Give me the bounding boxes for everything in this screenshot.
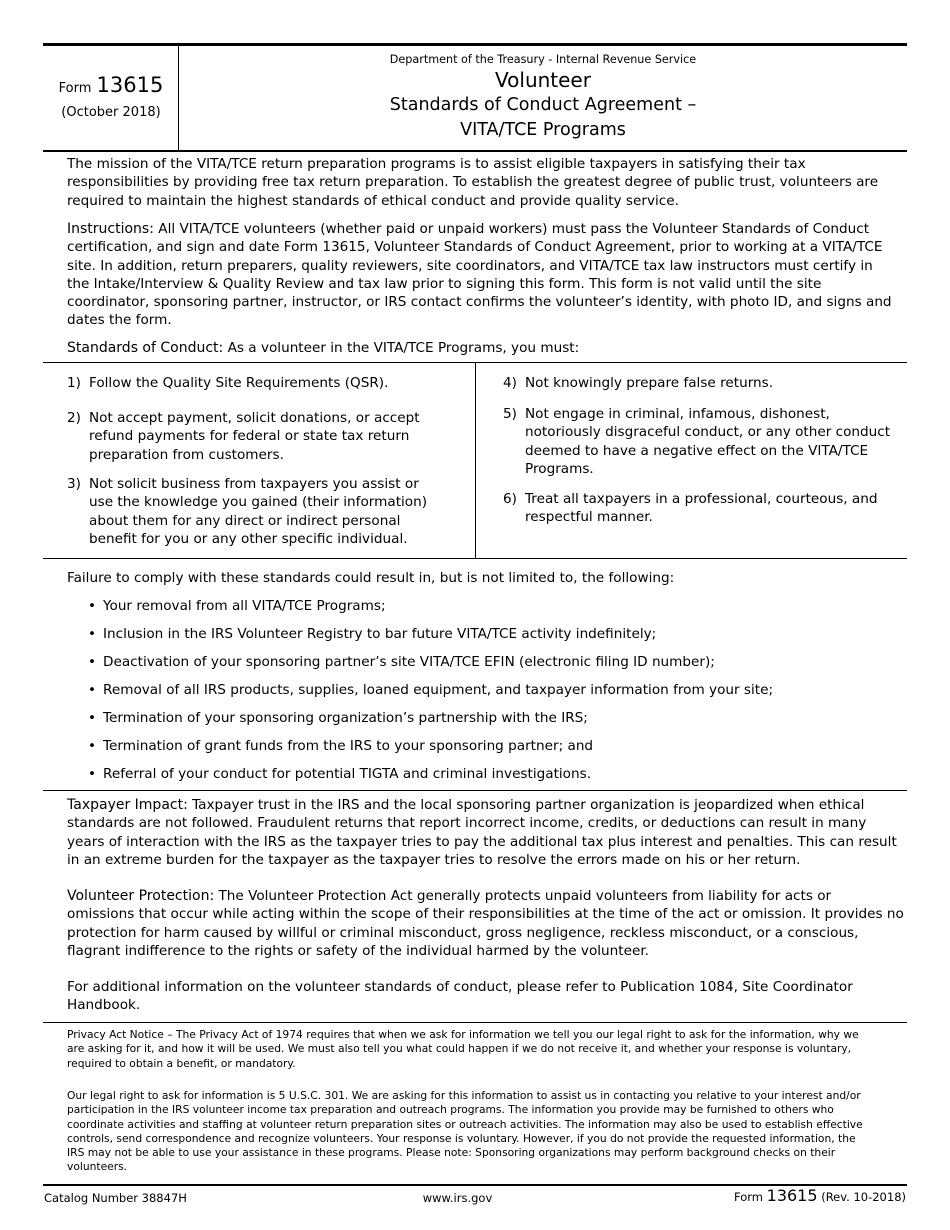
privacy-line: Privacy Act Notice – The Privacy Act of 1974 requires that when we ask for information we tell you our legal right to ask for the information, why we (67, 1028, 859, 1041)
privacy-notice-paragraph (67, 1028, 859, 1071)
volunteer-protection-paragraph (67, 887, 904, 960)
standard-text: preparation from customers. (89, 446, 284, 463)
standards-intro (67, 339, 579, 357)
taxpayer-impact-paragraph (67, 796, 897, 869)
instructions-label: Instructions: (67, 221, 154, 237)
standard-text: use the knowledge you gained (their information) (89, 494, 428, 511)
standard-text: Not engage in criminal, infamous, dishonest, (525, 406, 830, 422)
header-bottom-rule (43, 150, 907, 152)
footer-form-word: Form (734, 1190, 763, 1204)
bullet-icon: • (88, 710, 97, 726)
privacy-top-rule (43, 1022, 907, 1023)
mission-line: required to maintain the highest standards of ethical conduct and provide quality service. (67, 192, 679, 209)
failure-bottom-rule (43, 790, 907, 791)
bullet-icon: • (88, 598, 97, 614)
additional-info-paragraph (67, 978, 853, 1015)
standards-bottom-rule (43, 558, 907, 559)
form-title-line1: Volunteer (495, 68, 591, 92)
standard-number: 2) (67, 410, 81, 426)
volunteer-protection-line: flagrant indifference to the rights or safety of the individual harmed by the volunteer. (67, 942, 649, 959)
form-word: Form (58, 81, 92, 96)
bullet-icon: • (88, 738, 97, 754)
privacy-line: Our legal right to ask for information is 5 U.S.C. 301. We are asking for this information to assist us in contacting you relative to your interest and/or (67, 1089, 861, 1102)
privacy-line: required to obtain a benefit, or mandatory. (67, 1056, 296, 1070)
standards-intro-text: As a volunteer in the VITA/TCE Programs, you must: (223, 340, 580, 356)
standard-text: benefit for you or any other specific individual. (89, 530, 408, 547)
taxpayer-impact-line: Taxpayer trust in the IRS and the local sponsoring partner organization is jeopardized when ethical (187, 797, 865, 813)
instructions-line: coordinator, sponsoring partner, instructor, or IRS contact confirms the volunteer’s identity, with photo ID, and signs and (67, 294, 892, 311)
standard-text: Not knowingly prepare false returns. (525, 375, 774, 391)
standard-text: Programs. (525, 460, 594, 477)
irs-website: www.irs.gov (422, 1191, 493, 1205)
footer-form-number: 13615 (766, 1186, 818, 1205)
instructions-line: the Intake/Interview & Quality Review and tax law prior to signing this form. This form is not valid until the site (67, 275, 822, 292)
instructions-paragraph (67, 220, 892, 330)
additional-info-line: Handbook. (67, 997, 141, 1014)
volunteer-protection-line: omissions that occur while acting within the scope of their responsibilities at the time of the act or omission. It provides no (67, 906, 904, 923)
footer-revision: (Rev. 10-2018) (821, 1190, 906, 1204)
failure-bullet-text: Your removal from all VITA/TCE Programs; (103, 598, 386, 614)
standard-number: 6) (503, 491, 517, 507)
standards-label: Standards of Conduct: (67, 340, 224, 356)
header-title-block (179, 52, 907, 143)
form-title-line2: Standards of Conduct Agreement – (389, 95, 697, 115)
form-id-block (44, 72, 178, 122)
bullet-icon: • (88, 626, 97, 642)
instructions-line: All VITA/TCE volunteers (whether paid or unpaid workers) must pass the Volunteer Standards of Conduct (153, 221, 870, 237)
standards-column-divider (475, 363, 476, 558)
standard-text: about them for any direct or indirect personal (89, 512, 401, 529)
legal-right-paragraph (67, 1089, 863, 1175)
failure-bullet-text: Removal of all IRS products, supplies, loaned equipment, and taxpayer information from your site; (103, 682, 774, 698)
failure-bullet-text: Termination of your sponsoring organization’s partnership with the IRS; (103, 710, 588, 726)
privacy-line: IRS may not be able to use your assistance in these programs. Please note: Sponsoring organizations may perform background checks on their (67, 1146, 836, 1160)
agency-name: Department of the Treasury - Internal Revenue Service (389, 53, 697, 66)
standard-text: Treat all taxpayers in a professional, courteous, and (525, 491, 878, 507)
bullet-icon: • (88, 766, 97, 782)
taxpayer-impact-label: Taxpayer Impact: (67, 797, 188, 813)
taxpayer-impact-line: in an extreme burden for the taxpayer as the taxpayer tries to resolve the errors made on his or her return. (67, 851, 801, 868)
standard-number: 1) (67, 375, 81, 391)
bullet-icon: • (88, 682, 97, 698)
form-date: (October 2018) (61, 105, 161, 120)
standard-number: 4) (503, 375, 517, 391)
form-title-line3: VITA/TCE Programs (460, 120, 626, 140)
instructions-line: certification, and sign and date Form 13615, Volunteer Standards of Conduct Agreement, prior to working at a VITA/TCE (67, 239, 883, 256)
failure-bullet-text: Termination of grant funds from the IRS to your sponsoring partner; and (103, 738, 594, 754)
privacy-line: are asking for it, and how it will be used. We must also tell you what could happen if we do not receive it, and whether your response is voluntary, (67, 1042, 852, 1056)
standard-text: Follow the Quality Site Requirements (QSR). (89, 375, 389, 391)
standard-number: 3) (67, 476, 81, 492)
privacy-line: participation in the IRS volunteer income tax preparation and outreach programs. The information you provide may be furnished to others who (67, 1103, 834, 1117)
standard-text: refund payments for federal or state tax return (89, 428, 410, 445)
additional-info-line: For additional information on the volunteer standards of conduct, please refer to Publication 1084, Site Coordinator (67, 979, 853, 995)
mission-paragraph (67, 155, 878, 210)
mission-line: The mission of the VITA/TCE return preparation programs is to assist eligible taxpayers in satisfying their tax (67, 156, 806, 172)
standard-number: 5) (503, 406, 517, 422)
mission-line: responsibilities by providing free tax return preparation. To establish the greatest degree of public trust, volunteers are (67, 174, 879, 191)
standard-text: notoriously disgraceful conduct, or any other conduct (525, 424, 891, 441)
footer-form-id (734, 1185, 906, 1208)
privacy-line: controls, send correspondence and recognize volunteers. Your response is voluntary. However, if you do not provide the requested information, the (67, 1131, 856, 1145)
catalog-number: Catalog Number 38847H (44, 1191, 187, 1205)
failure-bullet-text: Referral of your conduct for potential TIGTA and criminal investigations. (103, 766, 592, 782)
privacy-line: volunteers. (67, 1160, 128, 1174)
bullet-icon: • (88, 654, 97, 670)
volunteer-protection-label: Volunteer Protection: (67, 888, 215, 904)
standard-text: Not accept payment, solicit donations, or accept (89, 410, 420, 426)
instructions-line: site. In addition, return preparers, quality reviewers, site coordinators, and VITA/TCE tax law instructors must certify in (67, 257, 873, 274)
standard-text: respectful manner. (525, 509, 653, 526)
standard-text: deemed to have a negative effect on the VITA/TCE (525, 442, 869, 459)
failure-intro: Failure to comply with these standards could result in, but is not limited to, the following: (67, 570, 675, 586)
volunteer-protection-line: protection for harm caused by willful or criminal misconduct, gross negligence, reckless misconduct, or a conscious, (67, 924, 859, 941)
form-number: 13615 (96, 73, 164, 97)
standard-text: Not solicit business from taxpayers you assist or (89, 476, 419, 492)
failure-bullet-text: Deactivation of your sponsoring partner’s site VITA/TCE EFIN (electronic filing ID number); (103, 654, 715, 670)
privacy-line: coordinate activities and staffing at volunteer return preparation sites or outreach activities. The information may also be used to establish effective (67, 1117, 863, 1131)
failure-bullet-text: Inclusion in the IRS Volunteer Registry to bar future VITA/TCE activity indefinitely; (103, 626, 657, 642)
taxpayer-impact-line: standards are not followed. Fraudulent returns that report incorrect income, credits, or deductions can result in many (67, 815, 867, 832)
instructions-line: dates the form. (67, 312, 172, 329)
taxpayer-impact-line: years of interaction with the IRS as the taxpayer tries to pay the additional tax plus interest and penalties. This can result (67, 833, 897, 850)
volunteer-protection-line: The Volunteer Protection Act generally protects unpaid volunteers from liability for acts or (214, 888, 832, 904)
top-rule (43, 43, 907, 46)
